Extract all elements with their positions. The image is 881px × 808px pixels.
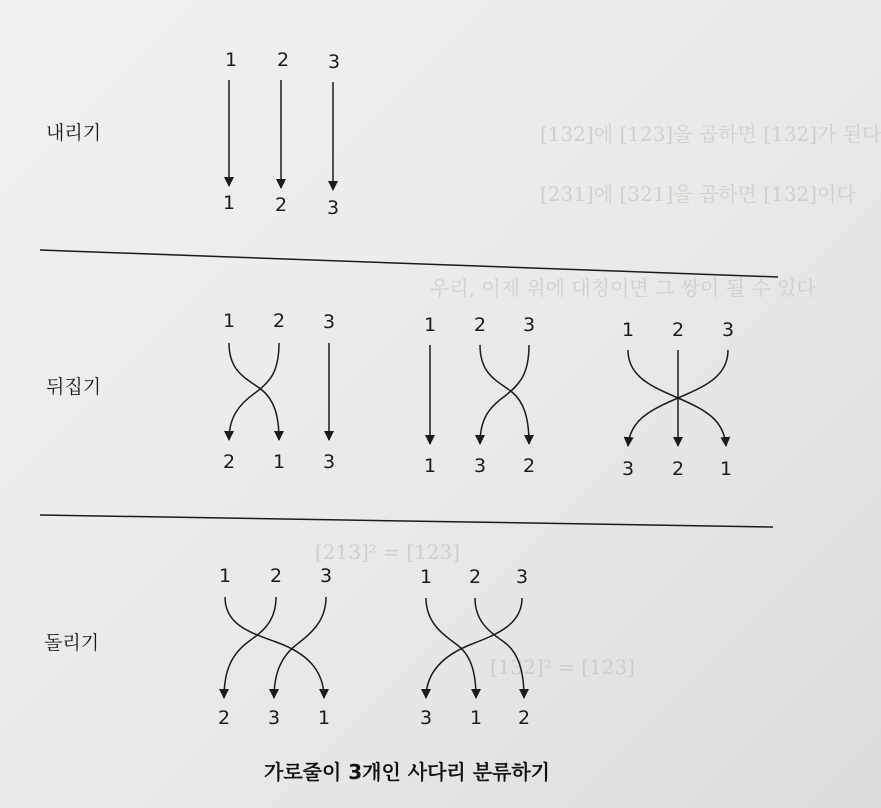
divider-line-2: [40, 515, 773, 527]
bottom-label-1: 2: [217, 707, 231, 729]
top-label-3: 3: [522, 314, 536, 336]
bottom-label-2: 1: [469, 707, 483, 729]
bottom-label-1: 3: [621, 458, 635, 480]
ghost-text-4: [213]² = [123]: [315, 540, 461, 564]
top-label-2: 2: [468, 566, 482, 588]
figure-caption: 가로줄이 3개인 사다리 분류하기: [264, 760, 550, 784]
bottom-label-2: 3: [267, 707, 281, 729]
top-label-1: 1: [621, 319, 635, 341]
strand-2: [229, 343, 279, 440]
diagram-rotate-1: [218, 565, 332, 729]
diagram-rotate-2: [420, 566, 530, 729]
ghost-text-5: [132]² = [123]: [490, 655, 636, 679]
strand-1: [229, 343, 279, 440]
bottom-label-2: 1: [272, 451, 286, 473]
bottom-label-1: 3: [419, 707, 433, 729]
label-rotate: 돌리기: [44, 632, 100, 654]
top-label-3: 3: [327, 51, 341, 73]
top-label-2: 2: [473, 314, 487, 336]
top-label-2: 2: [272, 310, 286, 332]
strand-3: [274, 597, 326, 698]
bottom-label-2: 2: [671, 458, 685, 480]
bottom-label-3: 2: [517, 707, 531, 729]
ghost-text-1: [132]에 [123]을 곱하면 [132]가 된다: [540, 122, 881, 146]
strand-2: [480, 345, 529, 444]
top-label-1: 1: [423, 314, 437, 336]
top-label-3: 3: [721, 319, 735, 341]
diagram-descend: [223, 49, 340, 219]
strand-1: [426, 598, 476, 698]
bottom-label-1: 1: [222, 192, 236, 214]
top-label-2: 2: [269, 565, 283, 587]
bottom-label-3: 1: [719, 458, 733, 480]
bottom-label-3: 2: [522, 455, 536, 477]
bottom-label-3: 1: [317, 707, 331, 729]
top-label-3: 3: [515, 566, 529, 588]
ghost-text-2: [231]에 [321]을 곱하면 [132]이다: [540, 182, 856, 206]
bottom-label-2: 2: [274, 194, 288, 216]
top-label-2: 2: [276, 49, 290, 71]
top-label-1: 1: [224, 49, 238, 71]
bottom-label-1: 1: [423, 455, 437, 477]
top-label-3: 3: [322, 311, 336, 333]
top-label-1: 1: [419, 566, 433, 588]
strand-2: [224, 597, 276, 698]
top-label-1: 1: [218, 565, 232, 587]
diagram-flip-2: [424, 314, 535, 477]
bottom-label-3: 3: [326, 197, 340, 219]
bottom-label-1: 2: [222, 451, 236, 473]
bottom-label-3: 3: [322, 451, 336, 473]
strand-3: [480, 345, 529, 444]
diagram-flip-3: [622, 319, 734, 480]
label-flip: 뒤집기: [46, 376, 102, 398]
label-descend: 내리기: [46, 122, 102, 144]
top-label-2: 2: [671, 319, 685, 341]
diagram-flip-1: [223, 310, 335, 473]
top-label-3: 3: [319, 565, 333, 587]
bottom-label-2: 3: [473, 455, 487, 477]
top-label-1: 1: [222, 310, 236, 332]
strand-3: [426, 598, 522, 698]
divider-line-1: [40, 250, 778, 277]
ghost-text-3: 우리, 이제 위에 대칭이면 그 쌍이 될 수 있다: [430, 276, 816, 300]
strand-2: [475, 598, 524, 698]
